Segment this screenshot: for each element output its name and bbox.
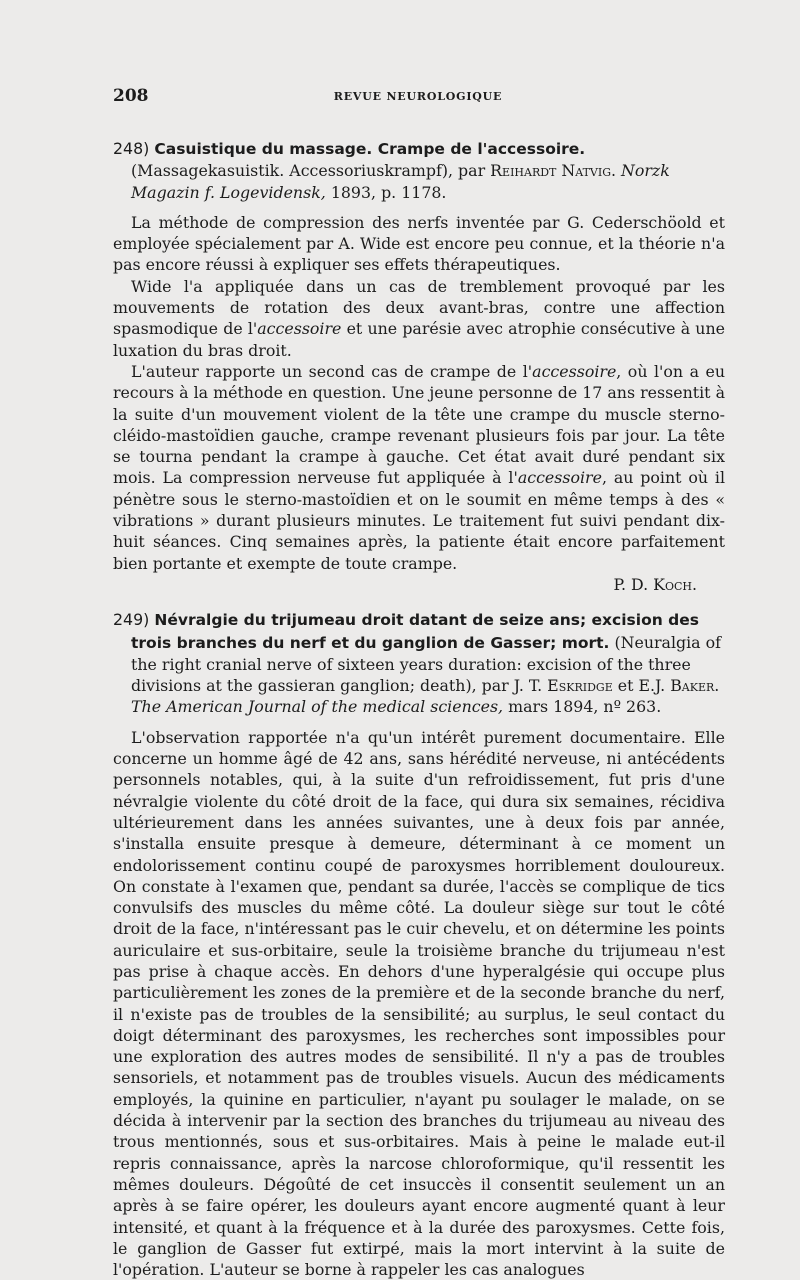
journal-name: The American Journal of the medical sciences, [131, 697, 504, 717]
journal-name: Norzk Magazin f. Logevidensk, [131, 161, 670, 202]
author-name: Eskridge [547, 676, 613, 696]
article-title: Névralgie du trijumeau droit datant de seize ans; excision des trois branches du nerf et du ganglion de Gasser; mort. [131, 611, 700, 652]
reference-date: 1893, p. 1178. [325, 182, 447, 202]
paragraph: La méthode de compression des nerfs inventée par G. Cederschöold et employée spécialement par A. Wide est encore peu connue, et la théorie n'a pas encore réussi à expliquer ses effets thérapeutiques. [113, 212, 725, 275]
reference-separator: . [610, 161, 622, 181]
text-run: L'auteur rapporte un second cas de crampe de l' [131, 361, 533, 381]
italic-term: accessoire [532, 361, 617, 381]
article-number: 249) [113, 610, 150, 630]
paragraph [113, 361, 725, 574]
page-content [113, 138, 725, 1280]
article-signature: P. D. Koch. [613, 574, 697, 594]
author-name: Baker [670, 676, 715, 696]
article-248 [113, 138, 725, 595]
running-title: REVUE NEUROLOGIQUE [333, 90, 503, 103]
article-number: 248) [113, 139, 150, 158]
italic-term: accessoire [257, 319, 342, 339]
article-heading [113, 138, 725, 203]
article-249 [113, 609, 725, 1280]
reference-text: (Massagekasuistik. Accessoriuskrampf), par [131, 161, 491, 181]
article-gap [113, 595, 725, 609]
page-number: 208 [113, 86, 149, 106]
text-run: , où l'on a eu recours à la méthode en question. Une jeune personne de 17 ans ressentit à la suite d'un mouvement violent de la tête une crampe du muscle sterno-cléido-mastoïdien gauche, crampe revenant plusieurs fois par jour. La tête se tourna pendant la crampe à gauche. Cet état avait duré pendant six mois. La compression nerveuse fut appliquée à l' [113, 361, 725, 488]
reference-text: et E.J. [612, 676, 671, 696]
text-run: , au point où il pénètre sous le sterno-mastoïdien et on le soumit en même temps à des « vibrations » durant plusieurs minutes. Le traitement fut suivi pendant dix-huit séances. Cinq semaines après, la patiente était encore parfaitement bien portante et exempte de toute crampe. [113, 468, 726, 573]
reference-separator: . [714, 676, 720, 696]
article-heading [113, 609, 725, 717]
reference-date: mars 1894, nº 263. [503, 697, 662, 717]
author-name: Reihardt Natvig [490, 161, 611, 181]
text-run: et une parésie avec atrophie consécutive à une luxation du bras droit. [113, 319, 725, 360]
italic-term: accessoire [517, 468, 602, 488]
paragraph [113, 276, 725, 361]
page-header [113, 86, 723, 108]
article-title: Casuistique du massage. Crampe de l'accessoire. [154, 140, 586, 158]
reference-text: (Neuralgia of the right cranial nerve of sixteen years duration: excision of the three divisions at the gassieran ganglion; death), par J. T. [131, 632, 721, 696]
paragraph: L'observation rapportée n'a qu'un intérêt purement documentaire. Elle concerne un homme âgé de 42 ans, sans hérédité nerveuse, ni antécédents personnels notables, qui, à la suite d'un refroidissement, fut pris d'une névralgie violente du côté droit de la face, qui dura six semaines, récidiva ultérieurement dans les années suivantes, une à deux fois par année, s'installa ensuite presque à demeure, déterminant à ce moment un endolorissement continu coupé de paroxysmes horriblement douloureux. On constate à l'examen que, pendant sa durée, l'accès se complique de tics convulsifs des muscles du même côté. La douleur siège sur tout le côté droit de la face, n'intéressant pas le cuir chevelu, et on détermine les points auriculaire et sus-orbitaire, seule la troisième branche du trijumeau n'est pas prise à chaque accès. En dehors d'une hyperalgésie qui occupe plus particulièrement les zones de la première et de la seconde branche du nerf, il n'existe pas de troubles de la sensibilité; au surplus, le seul contact du doigt déterminant des paroxysmes, les recherches sont impossibles pour une exploration des autres modes de sensibilité. Il n'y a pas de troubles sensoriels, et notamment pas de troubles visuels. Aucun des médicaments employés, la quinine en particulier, n'ayant pu soulager le malade, on se décida à intervenir par la section des branches du trijumeau au niveau des trous mentionnés, sous et sus-orbitaires. Mais à peine le malade eut-il repris connaissance, après la narcose chloroformique, qu'il ressentit les mêmes douleurs. Dégoûté de cet insuccès il consentit seulement un an après à se faire opérer, les douleurs ayant encore augmenté quant à leur intensité, et quant à la fréquence et à la durée des paroxysmes. Cette fois, le ganglion de Gasser fut extirpé, mais la mort intervint à la suite de l'opération. L'auteur se borne à rappeler les cas analogues [113, 727, 725, 1280]
text-run: Wide l'a appliquée dans un cas de tremblement provoqué par les mouvements de rotation des deux avant-bras, contre une affection spasmodique de l' [113, 276, 725, 339]
